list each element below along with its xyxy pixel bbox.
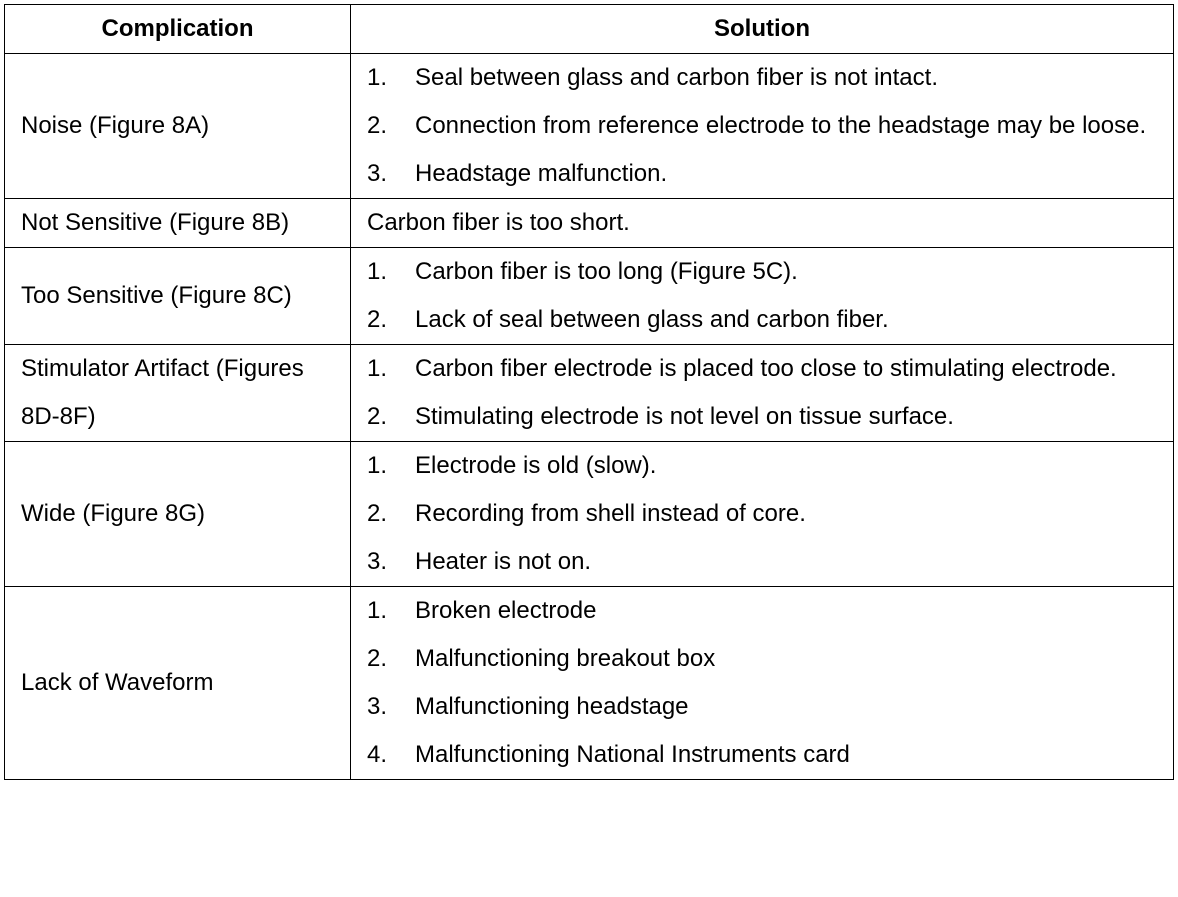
complication-header: Complication (5, 5, 351, 54)
solution-item (367, 538, 1158, 586)
item-number: 2. (367, 112, 388, 139)
item-number: 1. (367, 64, 388, 91)
solution-list (367, 587, 1158, 779)
item-text: Heater is not on. (415, 548, 592, 575)
solution-item (367, 731, 1158, 779)
solution-cell (351, 345, 1174, 442)
item-number: 3. (367, 693, 388, 720)
item-text: Carbon fiber electrode is placed too close to stimulating electrode. (415, 355, 1117, 382)
item-text: Stimulating electrode is not level on tissue surface. (415, 403, 954, 430)
solution-list (367, 442, 1158, 586)
solution-item (367, 150, 1158, 198)
solution-item (367, 102, 1158, 150)
item-text: Broken electrode (415, 597, 597, 624)
item-number: 2. (367, 306, 388, 333)
solution-item (367, 393, 1158, 441)
item-text: Malfunctioning headstage (415, 693, 689, 720)
solution-item (367, 635, 1158, 683)
item-text: Malfunctioning breakout box (415, 645, 716, 672)
solution-cell (351, 248, 1174, 345)
table-row (5, 345, 1174, 442)
solution-list (367, 248, 1158, 344)
solution-cell (351, 587, 1174, 780)
complication-cell: Not Sensitive (Figure 8B) (5, 199, 351, 248)
solution-item (367, 248, 1158, 296)
table-row (5, 587, 1174, 780)
item-text: Electrode is old (slow). (415, 452, 657, 479)
item-number: 2. (367, 403, 388, 430)
solution-item (367, 683, 1158, 731)
item-number: 1. (367, 452, 388, 479)
complication-cell: Noise (Figure 8A) (5, 54, 351, 199)
solution-item (367, 54, 1158, 102)
header-row (5, 5, 1174, 54)
solution-item (367, 296, 1158, 344)
complication-cell: Stimulator Artifact (Figures 8D-8F) (5, 345, 351, 442)
solution-item (367, 490, 1158, 538)
table-row (5, 199, 1174, 248)
item-number: 1. (367, 258, 388, 285)
complication-cell: Wide (Figure 8G) (5, 442, 351, 587)
solution-list (367, 345, 1158, 441)
item-text: Malfunctioning National Instruments card (415, 741, 850, 768)
item-number: 2. (367, 500, 388, 527)
table-row (5, 248, 1174, 345)
solution-list (367, 54, 1158, 198)
item-number: 2. (367, 645, 388, 672)
solution-item (367, 345, 1158, 393)
item-number: 3. (367, 160, 388, 187)
item-number: 4. (367, 741, 388, 768)
item-text: Connection from reference electrode to the headstage may be loose. (415, 112, 1147, 139)
item-number: 1. (367, 355, 388, 382)
solution-cell (351, 199, 1174, 248)
complication-cell: Lack of Waveform (5, 587, 351, 780)
solution-cell (351, 54, 1174, 199)
table-row (5, 54, 1174, 199)
table-row (5, 442, 1174, 587)
item-number: 3. (367, 548, 388, 575)
troubleshooting-table (4, 4, 1174, 780)
solution-cell (351, 442, 1174, 587)
item-number: 1. (367, 597, 388, 624)
solution-item (367, 587, 1158, 635)
solution-header: Solution (351, 5, 1174, 54)
item-text: Lack of seal between glass and carbon fiber. (415, 306, 889, 333)
complication-cell: Too Sensitive (Figure 8C) (5, 248, 351, 345)
item-text: Seal between glass and carbon fiber is not intact. (415, 64, 938, 91)
solution-text: Carbon fiber is too short. (367, 209, 630, 236)
item-text: Recording from shell instead of core. (415, 500, 806, 527)
solution-item (367, 442, 1158, 490)
item-text: Carbon fiber is too long (Figure 5C). (415, 258, 798, 285)
item-text: Headstage malfunction. (415, 160, 668, 187)
